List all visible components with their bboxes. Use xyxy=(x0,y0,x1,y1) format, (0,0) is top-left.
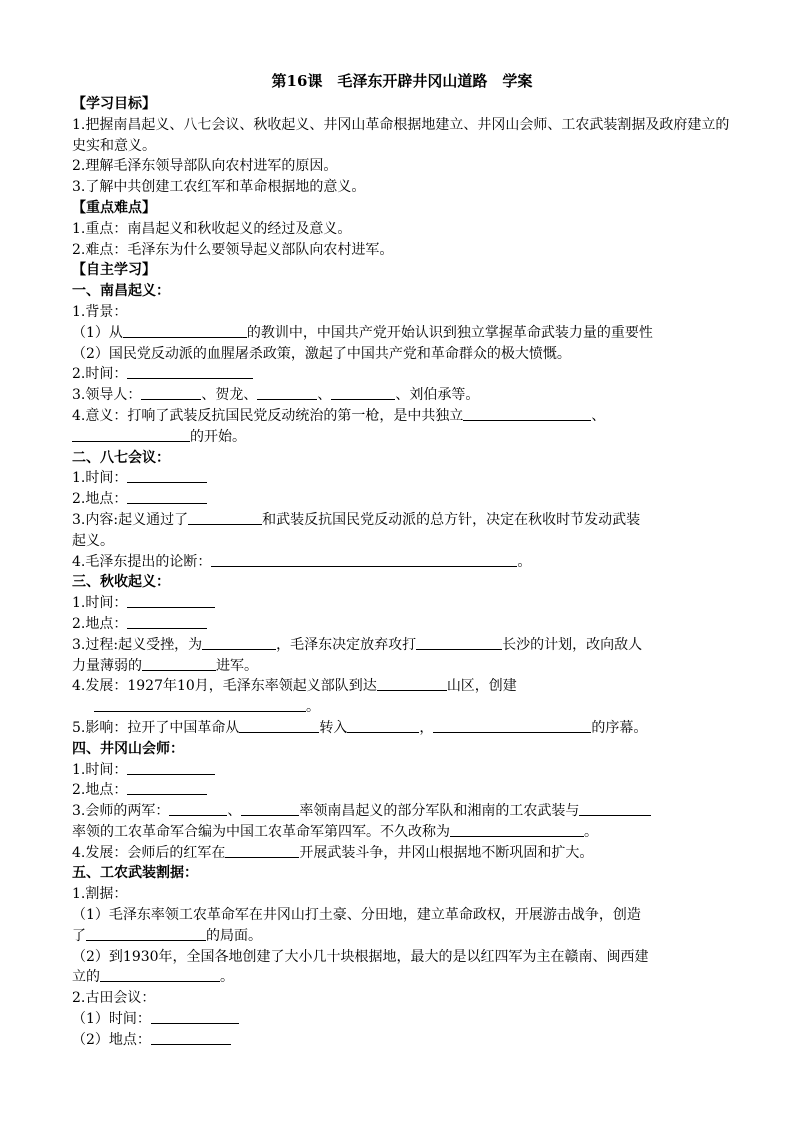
goal-3: 3.了解中共创建工农红军和革命根据地的意义。 xyxy=(72,179,366,196)
nanchang-meaning-cont xyxy=(72,427,732,448)
answer-blank[interactable] xyxy=(100,967,220,982)
gutian-label: 2.古田会议： xyxy=(72,990,156,1007)
text: 力量薄弱的 xyxy=(72,657,142,674)
text: 2.地点： xyxy=(72,491,128,508)
jgs-development xyxy=(72,843,732,864)
worksheet-page xyxy=(72,70,732,1051)
text: 和武装反抗国民党反动派的总方针，决定在秋收时节发动武装 xyxy=(262,511,641,528)
jgs-time xyxy=(72,760,732,781)
text: 4.毛泽东提出的论断： xyxy=(72,553,212,570)
goals-heading: 【学习目标】 xyxy=(72,96,156,112)
separatism-1-cont xyxy=(72,926,732,947)
text: 3.会师的两军： xyxy=(72,803,170,820)
answer-blank[interactable] xyxy=(188,510,262,525)
autumn-development-cont xyxy=(72,697,732,718)
key-1: 1.重点：南昌起义和秋收起义的经过及意义。 xyxy=(72,220,352,237)
text: 开展武装斗争，井冈山根据地不断巩固和扩大。 xyxy=(299,844,594,861)
text: 、 xyxy=(227,803,242,820)
autumn-development xyxy=(72,676,732,697)
nanchang-meaning xyxy=(72,406,732,427)
text: 、刘伯承等。 xyxy=(395,387,480,404)
text: 2.时间： xyxy=(72,366,128,383)
autumn-place xyxy=(72,614,732,635)
text: 1.时间： xyxy=(72,595,128,612)
answer-blank[interactable] xyxy=(141,385,201,400)
text: 1.时间： xyxy=(72,470,128,487)
goal-1: 1.把握南昌起义、八七会议、秋收起义、井冈山革命根据地建立、井冈山会师、工农武装割据及政府建立的史实和意义。 xyxy=(72,116,730,154)
text: 3.过程:起义受挫，为 xyxy=(72,636,203,653)
section-jinggangshan-meeting-heading: 四、井冈山会师： xyxy=(72,740,184,757)
text: 的教训中，中国共产党开始认识到独立掌握革命武装力量的重要性 xyxy=(246,324,653,341)
text: 。 xyxy=(517,553,532,570)
text: （1）时间： xyxy=(72,1011,151,1028)
separatism-2-cont xyxy=(72,967,732,988)
text: 进军。 xyxy=(216,657,258,674)
answer-blank[interactable] xyxy=(450,822,584,837)
answer-blank[interactable] xyxy=(127,760,215,775)
nanchang-background-2: （2）国民党反动派的血腥屠杀政策，激起了中国共产党和革命群众的极大愤慨。 xyxy=(72,345,571,362)
self-study-heading: 【自主学习】 xyxy=(72,262,156,279)
separatism-1: （1）毛泽东率领工农革命军在井冈山打土豪、分田地，建立革命政权，开展游击战争，创造 xyxy=(72,907,641,924)
autumn-process-cont xyxy=(72,656,732,677)
text: 。 xyxy=(306,699,320,716)
section-autumn-harvest-heading: 三、秋收起义： xyxy=(72,574,170,591)
text: 的序幕。 xyxy=(591,719,648,736)
text: 4.意义：打响了武装反抗国民党反动统治的第一枪，是中共独立 xyxy=(72,407,464,424)
nanchang-time xyxy=(72,364,732,385)
nanchang-background-1 xyxy=(72,323,732,344)
answer-blank[interactable] xyxy=(94,697,306,712)
answer-blank[interactable] xyxy=(72,427,190,442)
text: （2）地点： xyxy=(72,1031,151,1048)
text: 5.影响：拉开了中国革命从 xyxy=(72,719,240,736)
answer-blank[interactable] xyxy=(347,718,419,733)
nanchang-leaders xyxy=(72,385,732,406)
meeting-content-cont: 起义。 xyxy=(72,532,114,549)
text: 、贺龙、 xyxy=(201,387,258,404)
section-87-meeting-heading: 二、八七会议： xyxy=(72,449,170,466)
answer-blank[interactable] xyxy=(127,489,207,504)
text: 3.领导人： xyxy=(72,387,142,404)
answer-blank[interactable] xyxy=(463,406,591,421)
answer-blank[interactable] xyxy=(416,635,502,650)
section-armed-separatism-heading: 五、工农武装割据： xyxy=(72,865,198,882)
text: 率领南昌起义的部分军队和湘南的工农武装与 xyxy=(299,803,580,820)
jgs-armies-cont xyxy=(72,822,732,843)
answer-blank[interactable] xyxy=(127,364,253,379)
autumn-influence xyxy=(72,718,732,739)
meeting-thesis xyxy=(72,552,732,573)
autumn-process xyxy=(72,635,732,656)
separatism-label: 1.割据： xyxy=(72,886,128,903)
text: 。 xyxy=(220,969,234,986)
answer-blank[interactable] xyxy=(151,1030,231,1045)
nanchang-background-label: 1.背景： xyxy=(72,303,128,320)
section-nanchang-heading: 一、南昌起义： xyxy=(72,283,170,300)
text: 、 xyxy=(317,387,332,404)
autumn-time xyxy=(72,593,732,614)
answer-blank[interactable] xyxy=(211,552,517,567)
meeting-time xyxy=(72,468,732,489)
text: 长沙的计划，改向敌人 xyxy=(502,636,643,653)
text: 的开始。 xyxy=(190,428,246,445)
answer-blank[interactable] xyxy=(433,718,591,733)
text: 山区，创建 xyxy=(446,678,517,695)
answer-blank[interactable] xyxy=(86,926,206,941)
text: 3.内容:起义通过了 xyxy=(72,511,189,528)
jgs-armies xyxy=(72,801,732,822)
text: ，毛泽东决定放弃攻打 xyxy=(276,636,417,653)
text: （1）从 xyxy=(72,324,123,341)
key-2: 2.难点：毛泽东为什么要领导起义部队向农村进军。 xyxy=(72,241,394,258)
page-title: 第16课 毛泽东开辟井冈山道路 学案 xyxy=(271,72,533,90)
answer-blank[interactable] xyxy=(169,801,227,816)
answer-blank[interactable] xyxy=(241,801,299,816)
separatism-2: （2）到1930年，全国各地创建了大小几十块根据地，最大的是以红四军为主在赣南、闽西建 xyxy=(72,948,649,965)
key-heading: 【重点难点】 xyxy=(72,199,156,216)
answer-blank[interactable] xyxy=(239,718,319,733)
answer-blank[interactable] xyxy=(151,1009,239,1024)
answer-blank[interactable] xyxy=(257,385,317,400)
text: 。 xyxy=(584,823,598,840)
text: 率领的工农革命军合编为中国工农革命军第四军。不久改称为 xyxy=(72,823,450,840)
text: 1.时间： xyxy=(72,761,128,778)
gutian-place xyxy=(72,1030,732,1051)
gutian-time xyxy=(72,1009,732,1030)
text: 转入 xyxy=(319,719,348,736)
jgs-place xyxy=(72,780,732,801)
answer-blank[interactable] xyxy=(127,468,207,483)
answer-blank[interactable] xyxy=(225,843,299,858)
meeting-content xyxy=(72,510,732,531)
answer-blank[interactable] xyxy=(142,656,216,671)
text: 2.地点： xyxy=(72,615,128,632)
text: 了 xyxy=(72,927,86,944)
text: 4.发展：会师后的红军在 xyxy=(72,844,226,861)
text: 2.地点： xyxy=(72,782,128,799)
meeting-place xyxy=(72,489,732,510)
answer-blank[interactable] xyxy=(127,780,207,795)
text: 4.发展：1927年10月，毛泽东率领起义部队到达 xyxy=(72,678,377,695)
answer-blank[interactable] xyxy=(202,635,276,650)
goal-2: 2.理解毛泽东领导部队向农村进军的原因。 xyxy=(72,158,338,175)
answer-blank[interactable] xyxy=(377,676,447,691)
text: ， xyxy=(419,719,434,736)
answer-blank[interactable] xyxy=(579,801,651,816)
answer-blank[interactable] xyxy=(127,593,215,608)
answer-blank[interactable] xyxy=(127,614,207,629)
text: 、 xyxy=(591,407,606,424)
answer-blank[interactable] xyxy=(123,323,247,338)
text: 立的 xyxy=(72,969,100,986)
answer-blank[interactable] xyxy=(331,385,395,400)
text: 的局面。 xyxy=(206,927,262,944)
